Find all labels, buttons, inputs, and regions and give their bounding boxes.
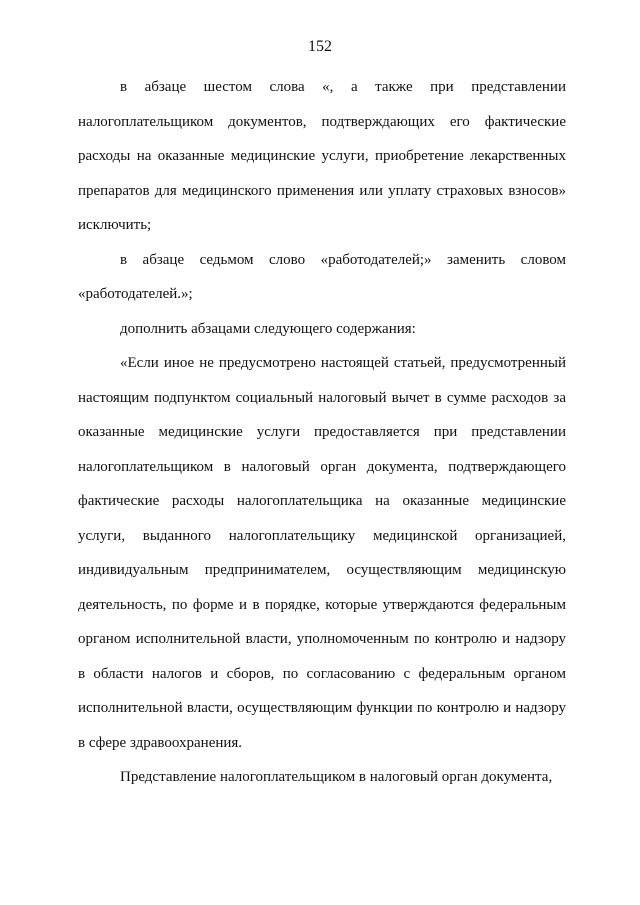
paragraph-3: дополнить абзацами следующего содержания: (120, 320, 416, 337)
document-body (78, 70, 566, 795)
paragraph-1: в абзаце шестом слова «, а также при представлении налогоплательщиком документов, подтверждающих его фактические расходы на оказанные медицинские услуги, приобретение лекарственных препаратов для медицинского применения или уплату страховых взносов» исключить; (78, 79, 566, 233)
paragraph-2: в абзаце седьмом слово «работодателей;» заменить словом «работодателей.»; (78, 251, 566, 302)
paragraph-4: «Если иное не предусмотрено настоящей статьей, предусмотренный настоящим подпунктом социальный налоговый вычет в сумме расходов за оказанные медицинские услуги предоставляется при представлении налогоплательщиком в налоговый орган документа, подтверждающего фактические расходы налогоплательщика на оказанные медицинские услуги, выданного налогоплательщику медицинской организацией, индивидуальным предпринимателем, осуществляющим медицинскую деятельность, по форме и в порядке, которые утверждаются федеральным органом исполнительной власти, уполномоченным по контролю и надзору в области налогов и сборов, по согласованию с федеральным органом исполнительной власти, осуществляющим функции по контролю и надзору в сфере здравоохранения. (78, 355, 566, 751)
paragraph-5: Представление налогоплательщиком в налоговый орган документа, (120, 769, 553, 785)
page-number: 152 (308, 38, 332, 55)
